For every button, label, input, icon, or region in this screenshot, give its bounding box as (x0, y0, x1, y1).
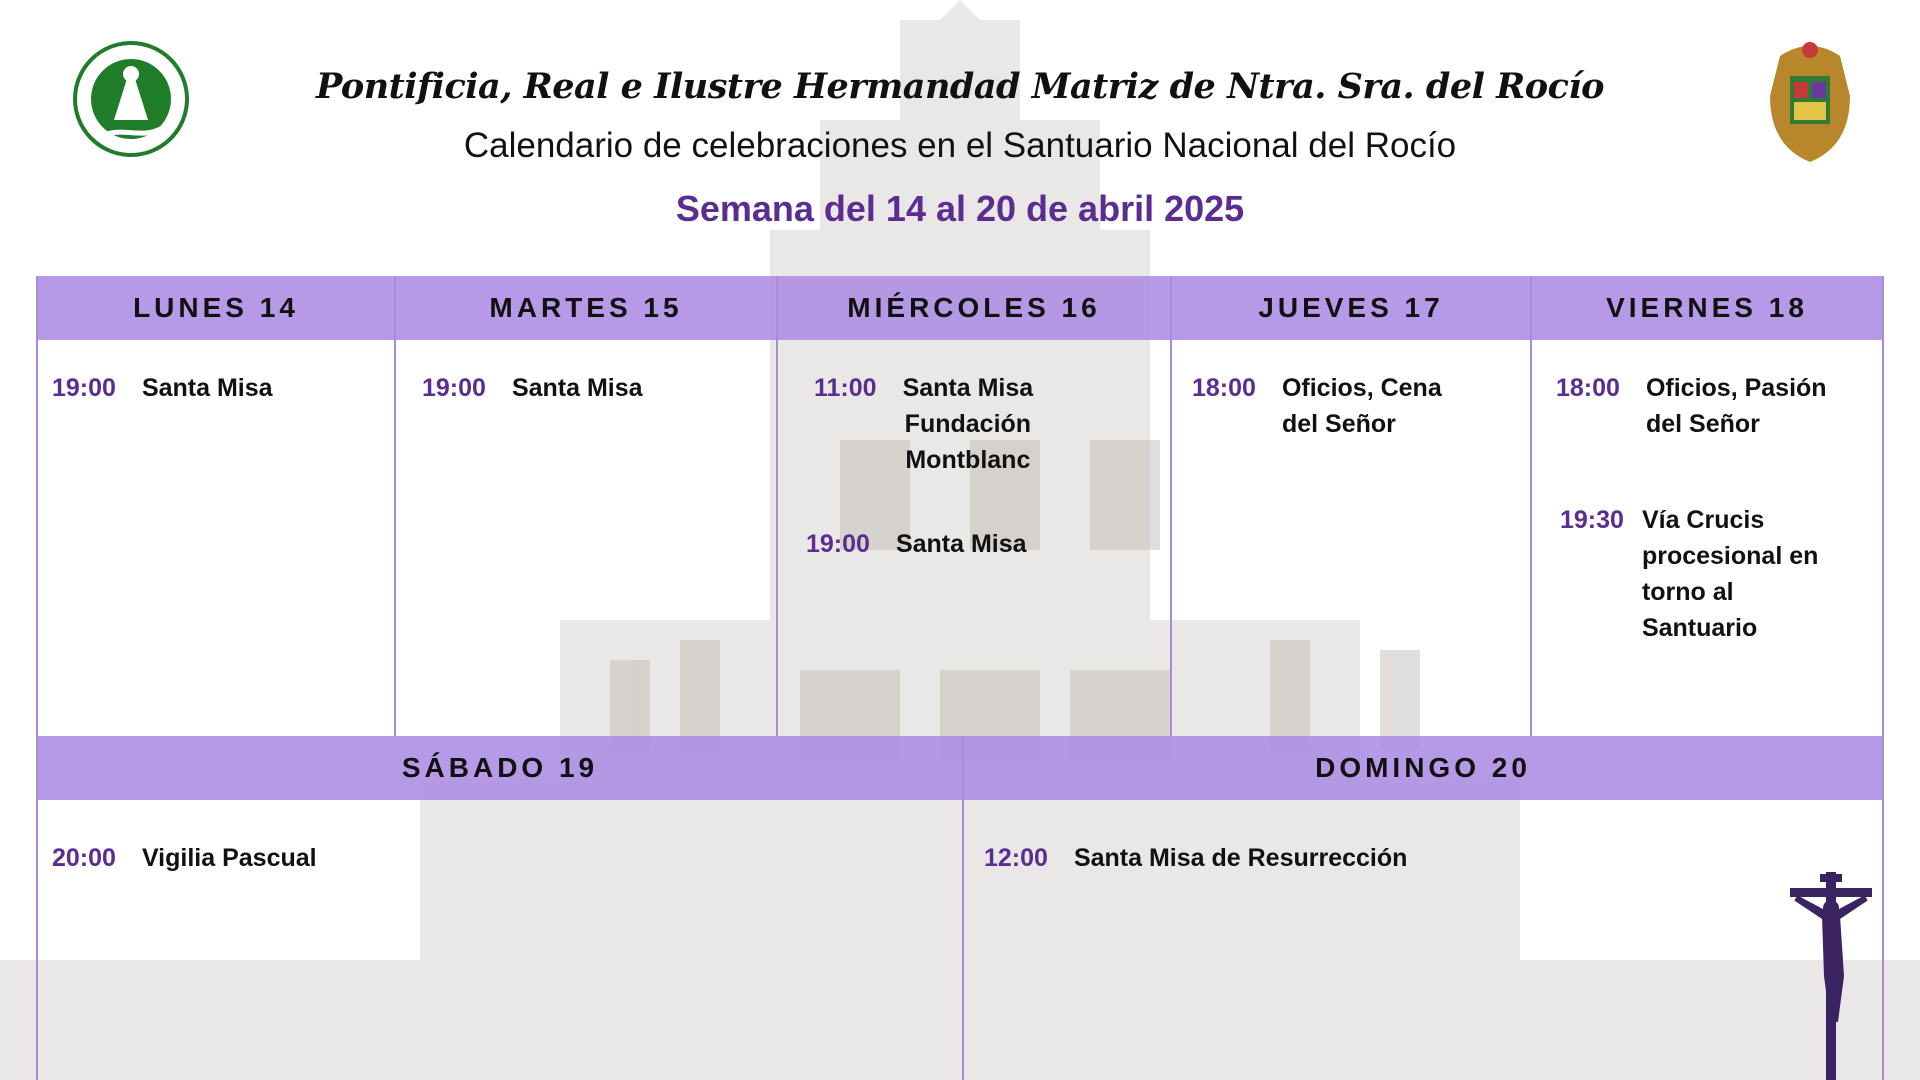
day-column-lunes (38, 276, 396, 736)
event-name-line: torno al (1641, 578, 1734, 606)
day-header: SÁBADO 19 (38, 736, 962, 800)
event-name-line: Montblanc (905, 446, 1031, 474)
event-name: Santa Misa (141, 374, 273, 402)
event-name: Santa Misa (895, 530, 1027, 558)
calendar-subtitle: Calendario de celebraciones en el Santuario Nacional del Rocío (463, 126, 1457, 165)
event-item (1192, 370, 1442, 442)
event-name-line: procesional en (1641, 542, 1819, 570)
event-time: 11:00 (814, 374, 877, 402)
event-time: 12:00 (984, 844, 1048, 872)
event-name-line: Santuario (1641, 614, 1758, 642)
event-name: Santa Misa (511, 374, 643, 402)
event-name-line: Santa Misa (902, 374, 1034, 402)
day-column-domingo (964, 736, 1882, 1080)
day-header: LUNES 14 (38, 276, 394, 340)
event-item (1560, 502, 1818, 646)
event-time: 19:30 (1560, 506, 1624, 534)
event-time: 19:00 (806, 530, 870, 558)
event-item (1556, 370, 1827, 442)
day-column-miercoles (778, 276, 1172, 736)
event-item (52, 370, 273, 406)
day-column-jueves (1172, 276, 1532, 736)
event-time: 20:00 (52, 844, 116, 872)
week-heading: Semana del 14 al 20 de abril 2025 (675, 188, 1245, 229)
weekday-row (36, 276, 1884, 736)
event-item (806, 526, 1027, 562)
crucifix-icon (1786, 872, 1876, 1080)
event-name (1646, 370, 1827, 442)
event-time: 18:00 (1192, 374, 1256, 402)
day-header: MIÉRCOLES 16 (778, 276, 1170, 340)
event-name: Santa Misa de Resurrección (1073, 844, 1408, 872)
event-time: 19:00 (422, 374, 486, 402)
event-name-line: Oficios, Cena (1281, 374, 1442, 402)
event-time: 18:00 (1556, 374, 1620, 402)
weekend-row (36, 736, 1884, 1080)
event-name: Vigilia Pascual (141, 844, 317, 872)
event-name-line: Vía Crucis (1641, 506, 1765, 534)
event-item (422, 370, 643, 406)
event-name-line: del Señor (1645, 410, 1760, 438)
event-item (52, 840, 317, 876)
event-name-line: Oficios, Pasión (1645, 374, 1827, 402)
brotherhood-title: Pontificia, Real e Ilustre Hermandad Matriz de Ntra. Sra. del Rocío (315, 66, 1605, 107)
event-name-line: del Señor (1281, 410, 1396, 438)
event-name (903, 370, 1034, 478)
day-header: VIERNES 18 (1532, 276, 1882, 340)
day-column-viernes (1532, 276, 1882, 736)
day-header: JUEVES 17 (1172, 276, 1530, 340)
day-column-martes (396, 276, 778, 736)
day-header: DOMINGO 20 (964, 736, 1882, 800)
event-item (814, 370, 1033, 478)
event-name (1282, 370, 1442, 442)
day-header: MARTES 15 (396, 276, 776, 340)
day-column-sabado (38, 736, 964, 1080)
event-name (1642, 502, 1818, 646)
event-item (984, 840, 1407, 876)
event-time: 19:00 (52, 374, 116, 402)
event-name-line: Fundación (904, 410, 1032, 438)
